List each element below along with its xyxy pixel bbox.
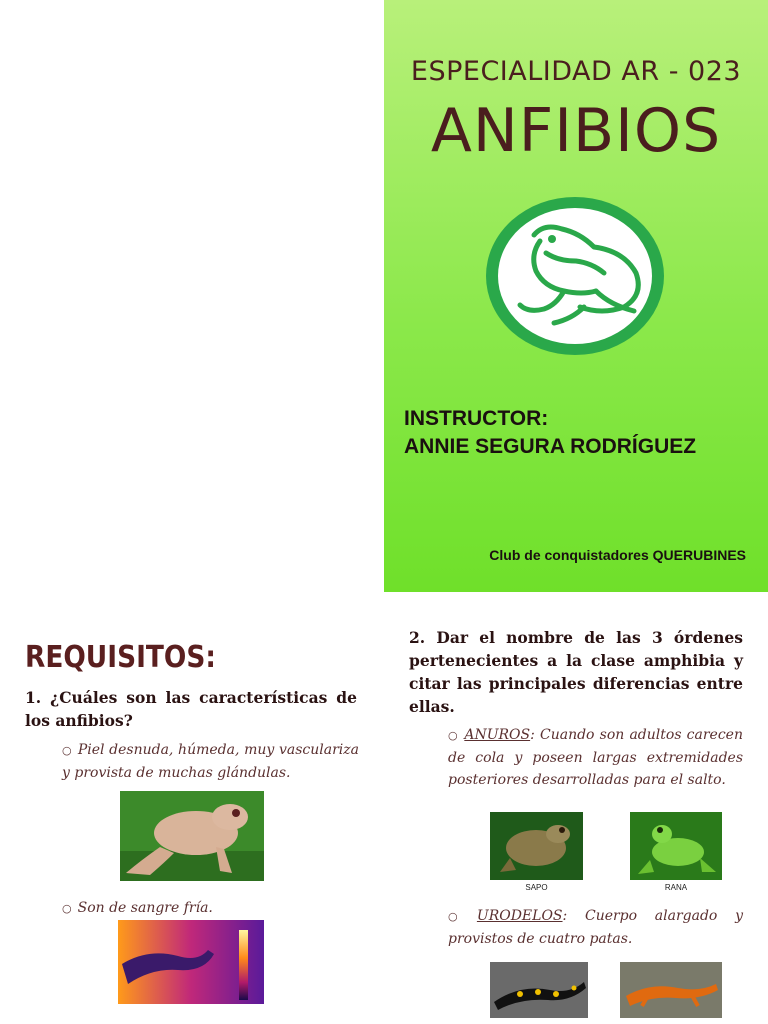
question-1: 1. ¿Cuáles son las características de los anfibios? [25,688,357,730]
caption-sapo: SAPO [525,883,548,892]
frog-photo [120,791,264,881]
thermal-salamander-photo [118,920,264,1004]
club-name: Club de conquistadores QUERUBINES [489,547,746,563]
cover-panel [384,0,768,592]
instructor-name: ANNIE SEGURA RODRÍGUEZ [404,435,697,458]
bullet-circle-icon: ○ [448,729,459,742]
bullet-anuros [448,724,743,791]
bullet-circle-icon: ○ [62,902,72,915]
instructor-block [404,405,696,461]
bullet-skin-text: Piel desnuda, húmeda, muy vasculariza y provista de muchas glándulas. [62,742,359,781]
bullet-circle-icon: ○ [62,744,72,757]
bullet-urodelos [448,905,743,950]
urodelos-text: : Cuerpo alargado y provistos de cuatro patas. [448,908,743,947]
bullet-skin [62,739,359,784]
bullet-cold-blood-text: Son de sangre fría. [77,900,213,916]
cover-title: ANFIBIOS [430,96,722,166]
cover-subtitle: ESPECIALIDAD AR - 023 [410,56,742,87]
salamander-photo [490,962,588,1018]
anuros-label: ANUROS [464,727,531,743]
urodelos-label: URODELOS [476,908,563,924]
question-2: 2. Dar el nombre de las 3 órdenes pertenecientes a la clase amphibia y citar las principales diferencias entre ellas. [409,628,743,716]
anuros-text: : Cuando son adultos carecen de cola y poseen largas extremidades posteriores desarrolladas para el salto. [448,727,743,788]
bullet-circle-icon: ○ [448,910,471,923]
frog-badge-icon [484,195,666,357]
requisitos-heading: REQUISITOS: [25,640,216,675]
newt-photo [620,962,722,1018]
toad-photo [490,812,583,880]
caption-rana: RANA [664,883,688,892]
frog-green-photo [630,812,722,880]
bullet-cold-blood [62,897,359,920]
instructor-label: INSTRUCTOR: [404,407,549,430]
